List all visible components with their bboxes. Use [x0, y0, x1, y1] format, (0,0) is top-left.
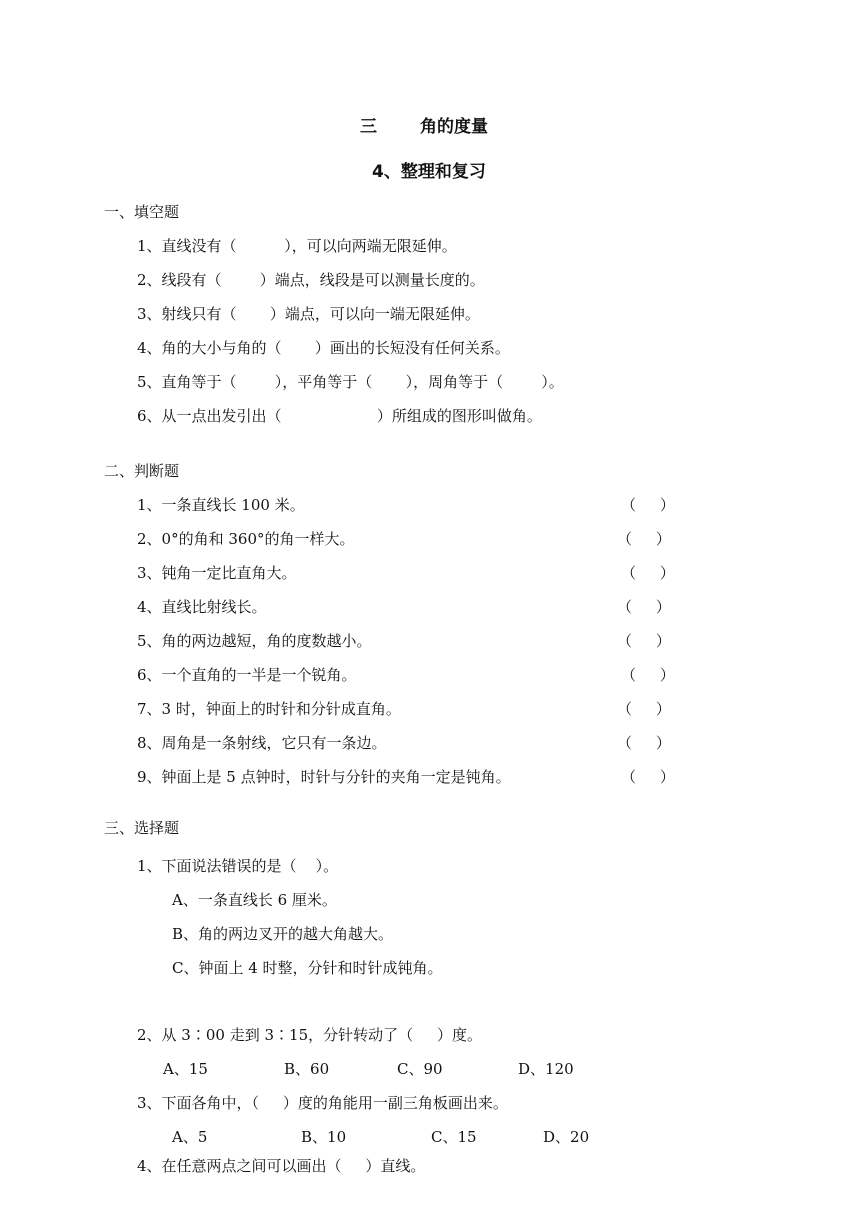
section-heading-multiple-choice: 三、选择题 — [104, 819, 180, 837]
answer-bracket: （ ） — [621, 768, 675, 786]
fill-blank-item: 4、角的大小与角的（ ）画出的长短没有任何关系。 — [137, 339, 510, 357]
answer-bracket: （ ） — [617, 632, 671, 650]
question-stem: 4、在任意两点之间可以画出（ ）直线。 — [137, 1157, 426, 1175]
fill-blank-item: 6、从一点出发引出（ ）所组成的图形叫做角。 — [137, 407, 542, 425]
section-heading-fill-blanks: 一、填空题 — [104, 203, 180, 221]
fill-blank-item: 2、线段有（ ）端点，线段是可以测量长度的。 — [137, 271, 485, 289]
choice-option: B、角的两边叉开的越大角越大。 — [172, 925, 394, 943]
choice-option: D、120 — [518, 1060, 574, 1078]
choice-option: C、90 — [397, 1060, 443, 1078]
choice-option: C、钟面上 4 时整，分针和时针成钝角。 — [172, 959, 443, 977]
choice-option: A、一条直线长 6 厘米。 — [172, 891, 337, 909]
judgement-item: 8、周角是一条射线，它只有一条边。 — [137, 734, 387, 752]
answer-bracket: （ ） — [621, 496, 675, 514]
choice-option: B、10 — [301, 1128, 347, 1146]
choice-option: B、60 — [284, 1060, 330, 1078]
question-stem: 3、下面各角中，（ ）度的角能用一副三角板画出来。 — [137, 1094, 508, 1112]
judgement-item: 3、钝角一定比直角大。 — [137, 564, 297, 582]
answer-bracket: （ ） — [621, 564, 675, 582]
judgement-item: 1、一条直线长 100 米。 — [137, 496, 305, 514]
judgement-item: 5、角的两边越短，角的度数越小。 — [137, 632, 372, 650]
answer-bracket: （ ） — [617, 700, 671, 718]
answer-bracket: （ ） — [617, 598, 671, 616]
fill-blank-item: 1、直线没有（ ），可以向两端无限延伸。 — [137, 237, 457, 255]
unit-title: 角的度量 — [420, 117, 488, 137]
answer-bracket: （ ） — [617, 530, 671, 548]
judgement-item: 7、3 时，钟面上的时针和分针成直角。 — [137, 700, 401, 718]
answer-bracket: （ ） — [621, 666, 675, 684]
question-stem: 2、从 3∶00 走到 3∶15，分针转动了（ ）度。 — [137, 1026, 482, 1044]
answer-bracket: （ ） — [617, 734, 671, 752]
question-stem: 1、下面说法错误的是（ ）。 — [137, 857, 339, 875]
fill-blank-item: 3、射线只有（ ）端点，可以向一端无限延伸。 — [137, 305, 480, 323]
judgement-item: 6、一个直角的一半是一个锐角。 — [137, 666, 357, 684]
choice-option: D、20 — [543, 1128, 590, 1146]
lesson-title: 4、整理和复习 — [372, 162, 486, 182]
fill-blank-item: 5、直角等于（ ），平角等于（ ），周角等于（ ）。 — [137, 373, 564, 391]
choice-option: A、5 — [172, 1128, 208, 1146]
judgement-item: 2、0°的角和 360°的角一样大。 — [137, 530, 355, 548]
unit-number: 三 — [360, 117, 377, 137]
choice-option: A、15 — [163, 1060, 208, 1078]
choice-option: C、15 — [431, 1128, 477, 1146]
section-heading-true-false: 二、判断题 — [104, 462, 180, 480]
judgement-item: 9、钟面上是 5 点钟时，时针与分针的夹角一定是钝角。 — [137, 768, 511, 786]
judgement-item: 4、直线比射线长。 — [137, 598, 267, 616]
